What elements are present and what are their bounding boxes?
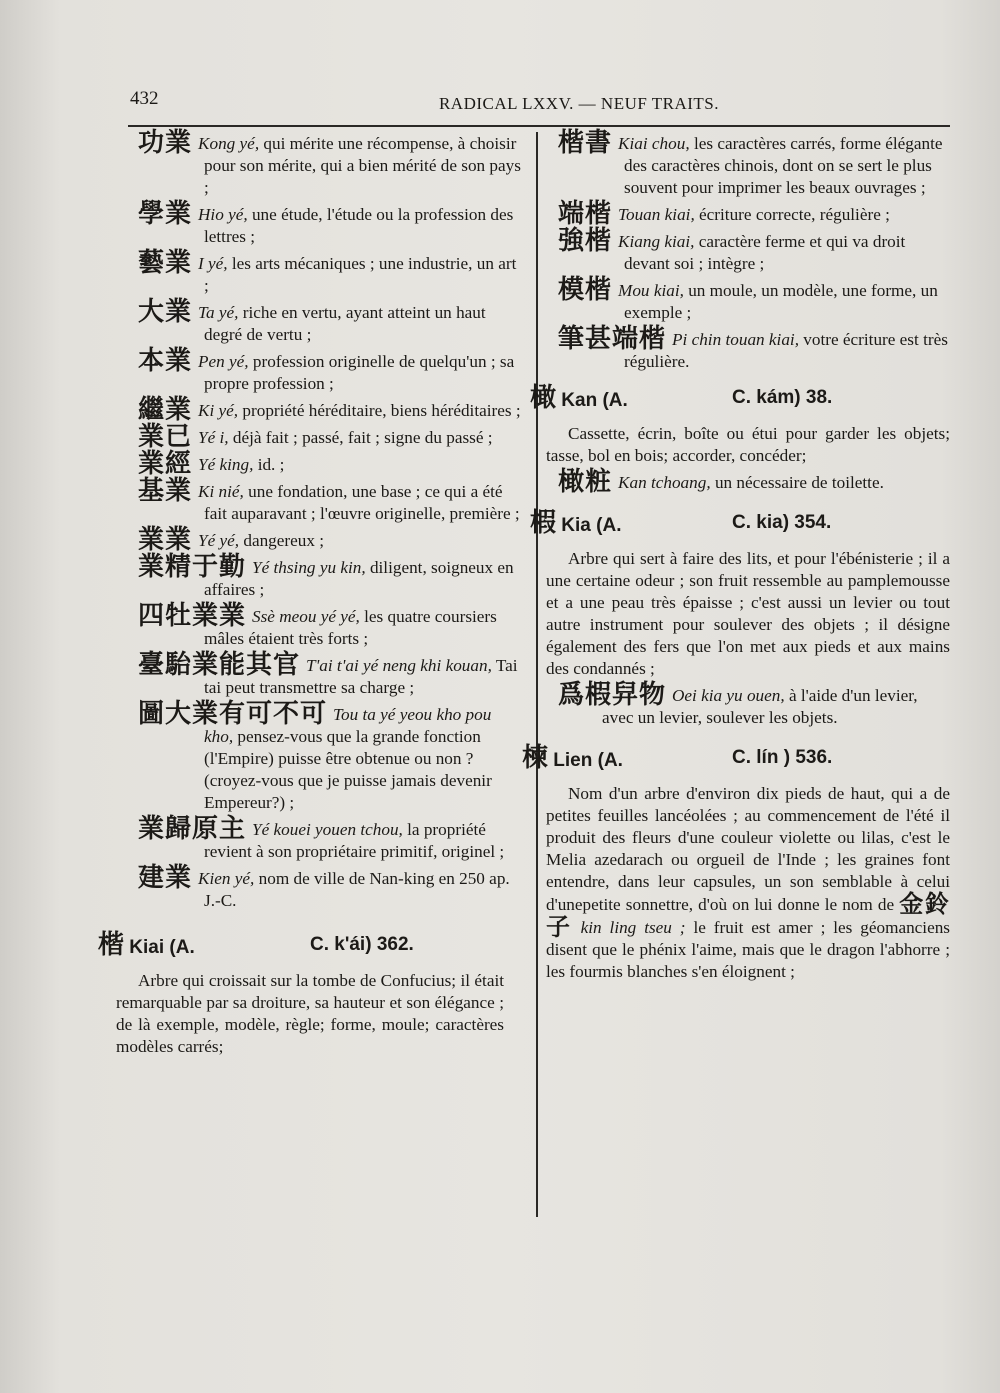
romanization: T'ai t'ai yé neng khi kouan, <box>306 656 492 675</box>
compound-chars: 藝業 <box>138 248 193 278</box>
romanization: Ki nié, <box>198 482 244 501</box>
compound-chars: 模楷 <box>558 275 613 305</box>
gloss: les arts mécaniques ; une industrie, un art ; <box>204 254 517 295</box>
entry-head-kia <box>530 508 950 540</box>
compound-chars: 業經 <box>138 449 193 479</box>
right-column <box>522 128 950 987</box>
compound-entry <box>138 395 522 425</box>
romanization: Kan tchoang, <box>618 473 711 492</box>
compound-entry <box>558 226 950 275</box>
compound-entry <box>558 128 950 199</box>
compound-entry <box>138 297 522 346</box>
romanization: Mou kiai, <box>618 281 684 300</box>
romanization: Ta yé, <box>198 303 239 322</box>
gloss: un moule, un modèle, une forme, un exemple ; <box>624 281 938 322</box>
left-column <box>98 128 522 1062</box>
header-rule <box>128 125 950 127</box>
compound-chars: 強楷 <box>558 226 613 256</box>
compound-chars: 筆甚端楷 <box>558 324 667 354</box>
running-title: RADICAL LXXV. — NEUF TRAITS. <box>438 94 720 113</box>
compound-chars: 本業 <box>138 346 193 376</box>
gloss: les caractères carrés, forme élégante des caractères chinois, dont on se sert le plus souvent pour imprimer les beaux ouvrages ; <box>624 134 943 197</box>
compound-entry <box>138 552 522 601</box>
gloss: votre écriture est très régulière. <box>624 330 948 371</box>
headword-c: C. kám) 38. <box>732 387 833 408</box>
headword-char: 椵 <box>530 508 557 538</box>
compound-entry <box>558 199 950 229</box>
compound-entry <box>138 346 522 395</box>
gloss: caractère ferme et qui va droit devant soi ; intègre ; <box>624 232 906 273</box>
compound-chars: 金鈴子 <box>546 890 950 941</box>
compound-entry <box>558 324 950 373</box>
romanization: Yé thsing yu kin, <box>252 558 366 577</box>
gloss: pensez-vous que la grande fonction (l'Empire) puisse être obtenue ou non ? (croyez-vous que je puisse jamais devenir Empereur?) ; <box>204 727 492 812</box>
gloss: déjà fait ; passé, fait ; signe du passé ; <box>228 428 493 447</box>
compound-entry <box>138 814 522 863</box>
compound-chars: 業業 <box>138 525 193 555</box>
definition-text: Nom d'un arbre d'environ dix pieds de haut, qui a de petites feuilles lancéolées ; au commencement de l'été il produit des fleurs d'une couleur violette ou lilas, c'est le Melia azedarach ou orgueil de l'Inde ; les graines font entendre, dans leur capsules, un son semblable à celui d'unepetite sonnettre, d'où on lui donne le nom de <box>546 784 950 914</box>
compound-chars: 爲椵舁物 <box>558 680 667 710</box>
romanization: Kien yé, <box>198 869 255 888</box>
compound-entry <box>138 650 522 699</box>
gloss: qui mérite une récompense, à choisir pour son mérite, qui a bien mérité de son pays ; <box>204 134 521 197</box>
romanization: Yé i, <box>198 428 229 447</box>
page-number: 432 <box>130 88 159 109</box>
column-divider <box>536 132 538 1217</box>
gloss: profession originelle de quelqu'un ; sa propre profession ; <box>204 352 515 393</box>
compound-entry <box>138 449 522 479</box>
compound-entry <box>558 275 950 324</box>
compound-entry <box>138 699 522 814</box>
gloss: un nécessaire de toilette. <box>710 473 884 492</box>
headword-a: Kiai (A. <box>129 937 195 958</box>
headword-char: 橄 <box>530 383 557 413</box>
entry-head-lien <box>522 743 950 775</box>
gloss: à l'aide d'un levier, avec un levier, soulever les objets. <box>602 686 918 727</box>
definition-kan: Cassette, écrin, boîte ou étui pour garder les objets; tasse, bol en bois; accorder, concéder; <box>546 424 950 465</box>
compound-chars: 學業 <box>138 199 193 229</box>
gloss: une fondation, une base ; ce qui a été fait auparavant ; l'œuvre originelle, première ; <box>204 482 520 523</box>
compound-chars: 業歸原主 <box>138 814 247 844</box>
romanization: Kiai chou, <box>618 134 690 153</box>
compound-chars: 四牡業業 <box>138 601 247 631</box>
romanization: Oei kia yu ouen, <box>672 686 785 705</box>
compound-entry <box>558 467 950 497</box>
headword-a: Kan (A. <box>561 390 628 411</box>
romanization: Yé yé, <box>198 531 240 550</box>
compound-chars: 楷書 <box>558 128 613 158</box>
compound-chars: 業精于勤 <box>138 552 247 582</box>
compound-entry <box>138 128 522 199</box>
entry-head-kan <box>530 383 950 415</box>
compound-chars: 臺駘業能其官 <box>138 650 301 680</box>
left-entry-list <box>138 128 522 912</box>
entry-head-kiai <box>98 930 522 962</box>
headword-a: Kia (A. <box>561 515 622 536</box>
compound-chars: 圖大業有可不可 <box>138 699 328 729</box>
compound-entry <box>138 863 522 912</box>
romanization: Tou ta yé yeou kho pou kho, <box>204 705 492 746</box>
headword-char: 楝 <box>522 743 549 773</box>
compound-chars: 業已 <box>138 422 193 452</box>
gloss: riche en vertu, ayant atteint un haut degré de vertu ; <box>204 303 486 344</box>
gloss: propriété héréditaire, biens héréditaires ; <box>238 401 521 420</box>
compound-chars: 端楷 <box>558 199 613 229</box>
gloss: dangereux ; <box>239 531 325 550</box>
headword-c: C. k'ái) 362. <box>310 934 414 955</box>
compound-chars: 基業 <box>138 476 193 506</box>
romanization: Ssè meou yé yé, <box>252 607 360 626</box>
romanization: Kong yé, <box>198 134 260 153</box>
gloss: diligent, soigneux en affaires ; <box>204 558 514 599</box>
compound-chars: 功業 <box>138 128 193 158</box>
gloss: id. ; <box>253 455 285 474</box>
compound-chars: 繼業 <box>138 395 193 425</box>
headword-c: C. lín ) 536. <box>732 747 833 768</box>
romanization: Yé king, <box>198 455 254 474</box>
definition-kia: Arbre qui sert à faire des lits, et pour l'ébénisterie ; il a une certaine odeur ; son fruit ressemble au pamplemousse et a une peau très épaisse ; c'est aussi un levier ou tout autre instrument pour soulever des objets ; il désigne également des fers que l'on met aux pieds et aux mains des condannés ; <box>546 549 950 678</box>
gloss: écriture correcte, régulière ; <box>694 205 890 224</box>
compound-entry <box>138 525 522 555</box>
page-header <box>128 84 950 124</box>
compound-chars: 橄粧 <box>558 467 613 497</box>
romanization: Pi chin touan kiai, <box>672 330 799 349</box>
headword-a: Lien (A. <box>553 750 623 771</box>
headword-char: 楷 <box>98 930 125 960</box>
romanization: Pen yé, <box>198 352 249 371</box>
gloss: les quatre coursiers mâles étaient très forts ; <box>204 607 497 648</box>
gloss: nom de ville de Nan-king en 250 ap. J.-C. <box>204 869 510 910</box>
compound-entry <box>558 680 950 729</box>
compound-entry <box>138 199 522 248</box>
right-entry-list <box>558 128 950 373</box>
romanization: I yé, <box>198 254 228 273</box>
compound-entry <box>138 601 522 650</box>
definition-kiai: Arbre qui croissait sur la tombe de Confucius; il était remarquable par sa droiture, sa hauteur et son élégance ; de là exemple, modèle, règle; forme, moule; caractères modèles carrés; <box>116 971 504 1056</box>
compound-chars: 建業 <box>138 863 193 893</box>
compound-entry <box>138 422 522 452</box>
definition-text: le fruit est amer ; les géomanciens disent que le phénix l'aime, mais que le dragon l'abhorre ; les fourmis blanches s'en éloignent ; <box>546 918 950 981</box>
romanization: Touan kiai, <box>618 205 695 224</box>
romanization: Hio yé, <box>198 205 248 224</box>
romanization: Kiang kiai, <box>618 232 695 251</box>
romanization: kin ling tseu ; <box>580 918 686 937</box>
definition-lien <box>546 783 950 983</box>
headword-c: C. kia) 354. <box>732 512 832 533</box>
gloss: la propriété revient à son propriétaire primitif, originel ; <box>204 820 505 861</box>
romanization: Yé kouei youen tchou, <box>252 820 403 839</box>
gloss: Tai tai peut transmettre sa charge ; <box>204 656 518 697</box>
compound-entry <box>138 476 522 525</box>
romanization: Ki yé, <box>198 401 239 420</box>
compound-entry <box>138 248 522 297</box>
compound-chars: 大業 <box>138 297 193 327</box>
gloss: une étude, l'étude ou la profession des lettres ; <box>204 205 514 246</box>
